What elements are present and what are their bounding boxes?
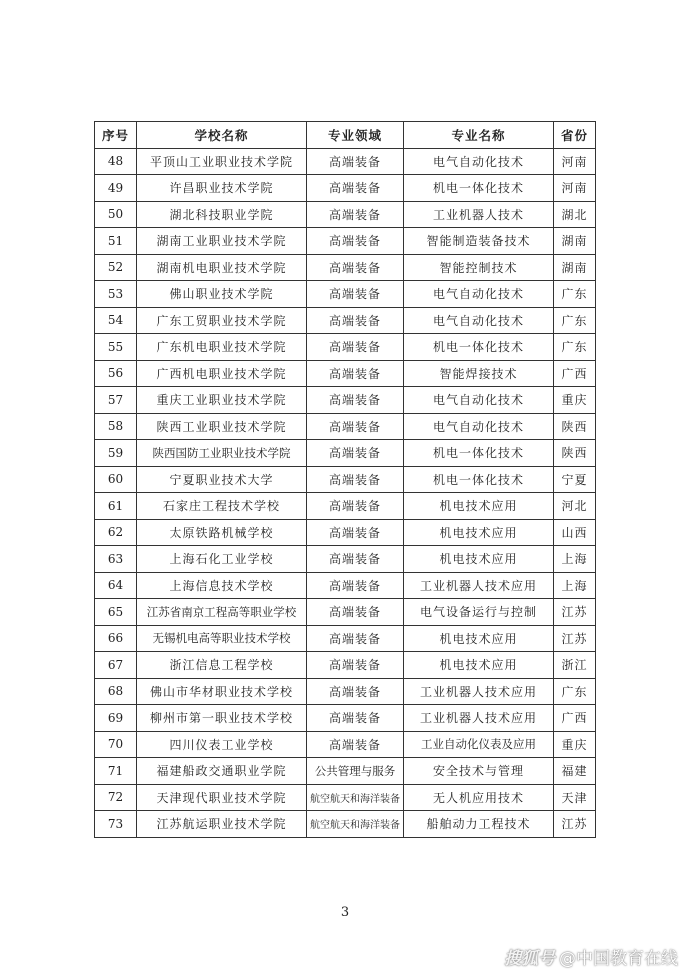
cell-index: 62	[95, 519, 137, 546]
table-row	[95, 652, 596, 679]
cell-school: 湖北科技职业学院	[137, 201, 307, 228]
cell-school: 广东机电职业技术学院	[137, 334, 307, 361]
school-major-table	[94, 121, 596, 838]
cell-school: 柳州市第一职业技术学校	[137, 705, 307, 732]
cell-school: 佛山职业技术学院	[137, 281, 307, 308]
cell-field: 高端装备	[307, 493, 404, 520]
table-row	[95, 466, 596, 493]
table-row	[95, 599, 596, 626]
cell-field: 高端装备	[307, 307, 404, 334]
cell-school: 湖南机电职业技术学院	[137, 254, 307, 281]
cell-field: 公共管理与服务	[307, 758, 404, 785]
cell-index: 56	[95, 360, 137, 387]
page-number: 3	[340, 905, 350, 920]
cell-province: 宁夏	[554, 466, 596, 493]
cell-major: 机电技术应用	[404, 625, 554, 652]
cell-school: 江苏省南京工程高等职业学校	[137, 599, 307, 626]
cell-index: 53	[95, 281, 137, 308]
cell-major: 机电一体化技术	[404, 466, 554, 493]
cell-major: 电气自动化技术	[404, 281, 554, 308]
table-header-row	[95, 122, 596, 149]
cell-field: 高端装备	[307, 175, 404, 202]
cell-index: 68	[95, 678, 137, 705]
cell-province: 湖南	[554, 228, 596, 255]
cell-province: 重庆	[554, 731, 596, 758]
table-row	[95, 811, 596, 838]
cell-school: 天津现代职业技术学院	[137, 784, 307, 811]
table-row	[95, 334, 596, 361]
cell-index: 59	[95, 440, 137, 467]
cell-major: 电气自动化技术	[404, 148, 554, 175]
header-index: 序号	[95, 122, 137, 149]
cell-index: 63	[95, 546, 137, 573]
cell-school: 广东工贸职业技术学院	[137, 307, 307, 334]
cell-index: 73	[95, 811, 137, 838]
cell-field: 高端装备	[307, 678, 404, 705]
header-major: 专业名称	[404, 122, 554, 149]
cell-province: 广西	[554, 360, 596, 387]
cell-field: 高端装备	[307, 572, 404, 599]
cell-school: 四川仪表工业学校	[137, 731, 307, 758]
cell-school: 许昌职业技术学院	[137, 175, 307, 202]
table-row	[95, 705, 596, 732]
cell-field: 高端装备	[307, 334, 404, 361]
cell-major: 工业机器人技术应用	[404, 572, 554, 599]
table-row	[95, 387, 596, 414]
cell-province: 浙江	[554, 652, 596, 679]
cell-major: 电气设备运行与控制	[404, 599, 554, 626]
cell-major: 船舶动力工程技术	[404, 811, 554, 838]
cell-field: 航空航天和海洋装备	[307, 811, 404, 838]
cell-major: 工业自动化仪表及应用	[404, 731, 554, 758]
cell-major: 电气自动化技术	[404, 413, 554, 440]
watermark-text: @中国教育在线	[559, 949, 678, 969]
cell-province: 河北	[554, 493, 596, 520]
cell-index: 55	[95, 334, 137, 361]
cell-index: 69	[95, 705, 137, 732]
cell-province: 河南	[554, 175, 596, 202]
header-province: 省份	[554, 122, 596, 149]
cell-field: 高端装备	[307, 413, 404, 440]
cell-school: 陕西国防工业职业技术学院	[137, 440, 307, 467]
cell-field: 高端装备	[307, 254, 404, 281]
cell-major: 机电技术应用	[404, 546, 554, 573]
cell-index: 50	[95, 201, 137, 228]
cell-major: 机电技术应用	[404, 519, 554, 546]
cell-field: 高端装备	[307, 440, 404, 467]
cell-field: 高端装备	[307, 731, 404, 758]
table-row	[95, 307, 596, 334]
table-row	[95, 758, 596, 785]
table-row	[95, 228, 596, 255]
cell-province: 湖北	[554, 201, 596, 228]
cell-field: 高端装备	[307, 201, 404, 228]
cell-major: 工业机器人技术应用	[404, 705, 554, 732]
cell-province: 陕西	[554, 440, 596, 467]
cell-field: 高端装备	[307, 625, 404, 652]
cell-school: 无锡机电高等职业技术学校	[137, 625, 307, 652]
cell-school: 佛山市华材职业技术学校	[137, 678, 307, 705]
table-row	[95, 519, 596, 546]
table-row	[95, 175, 596, 202]
cell-index: 67	[95, 652, 137, 679]
cell-major: 工业机器人技术	[404, 201, 554, 228]
cell-school: 上海信息技术学校	[137, 572, 307, 599]
cell-field: 高端装备	[307, 705, 404, 732]
cell-field: 高端装备	[307, 652, 404, 679]
cell-major: 智能制造装备技术	[404, 228, 554, 255]
cell-school: 上海石化工业学校	[137, 546, 307, 573]
cell-province: 广东	[554, 281, 596, 308]
cell-school: 宁夏职业技术大学	[137, 466, 307, 493]
cell-province: 福建	[554, 758, 596, 785]
cell-school: 太原铁路机械学校	[137, 519, 307, 546]
table-row	[95, 360, 596, 387]
cell-index: 57	[95, 387, 137, 414]
header-field: 专业领域	[307, 122, 404, 149]
table-row	[95, 440, 596, 467]
cell-major: 无人机应用技术	[404, 784, 554, 811]
cell-field: 高端装备	[307, 546, 404, 573]
cell-school: 江苏航运职业技术学院	[137, 811, 307, 838]
cell-school: 湖南工业职业技术学院	[137, 228, 307, 255]
cell-province: 江苏	[554, 599, 596, 626]
cell-field: 高端装备	[307, 148, 404, 175]
cell-field: 高端装备	[307, 387, 404, 414]
cell-province: 上海	[554, 546, 596, 573]
cell-index: 48	[95, 148, 137, 175]
cell-major: 机电技术应用	[404, 493, 554, 520]
table-row	[95, 784, 596, 811]
cell-province: 广东	[554, 678, 596, 705]
cell-province: 广东	[554, 307, 596, 334]
table-body	[95, 148, 596, 837]
cell-province: 陕西	[554, 413, 596, 440]
cell-province: 上海	[554, 572, 596, 599]
cell-major: 智能控制技术	[404, 254, 554, 281]
cell-field: 高端装备	[307, 519, 404, 546]
cell-field: 高端装备	[307, 228, 404, 255]
cell-major: 机电一体化技术	[404, 334, 554, 361]
table-row	[95, 281, 596, 308]
sohu-logo: 搜狐号	[504, 949, 555, 969]
table-row	[95, 546, 596, 573]
cell-index: 71	[95, 758, 137, 785]
cell-school: 平顶山工业职业技术学院	[137, 148, 307, 175]
table-row	[95, 678, 596, 705]
cell-province: 重庆	[554, 387, 596, 414]
cell-school: 福建船政交通职业学院	[137, 758, 307, 785]
cell-school: 石家庄工程技术学校	[137, 493, 307, 520]
table-row	[95, 201, 596, 228]
cell-major: 安全技术与管理	[404, 758, 554, 785]
cell-index: 49	[95, 175, 137, 202]
cell-school: 重庆工业职业技术学院	[137, 387, 307, 414]
cell-field: 高端装备	[307, 360, 404, 387]
cell-index: 64	[95, 572, 137, 599]
table-row	[95, 413, 596, 440]
cell-index: 54	[95, 307, 137, 334]
cell-school: 广西机电职业技术学院	[137, 360, 307, 387]
cell-province: 广东	[554, 334, 596, 361]
cell-index: 52	[95, 254, 137, 281]
cell-field: 高端装备	[307, 599, 404, 626]
table-row	[95, 254, 596, 281]
header-school: 学校名称	[137, 122, 307, 149]
cell-index: 60	[95, 466, 137, 493]
table-row	[95, 625, 596, 652]
cell-field: 高端装备	[307, 466, 404, 493]
watermark	[504, 944, 678, 969]
cell-major: 机电技术应用	[404, 652, 554, 679]
cell-major: 机电一体化技术	[404, 175, 554, 202]
cell-province: 河南	[554, 148, 596, 175]
cell-major: 智能焊接技术	[404, 360, 554, 387]
cell-province: 山西	[554, 519, 596, 546]
table-row	[95, 148, 596, 175]
cell-province: 天津	[554, 784, 596, 811]
cell-index: 70	[95, 731, 137, 758]
cell-index: 51	[95, 228, 137, 255]
cell-index: 58	[95, 413, 137, 440]
cell-index: 66	[95, 625, 137, 652]
cell-province: 江苏	[554, 811, 596, 838]
cell-index: 72	[95, 784, 137, 811]
cell-province: 湖南	[554, 254, 596, 281]
table-row	[95, 493, 596, 520]
cell-province: 广西	[554, 705, 596, 732]
cell-major: 工业机器人技术应用	[404, 678, 554, 705]
cell-major: 机电一体化技术	[404, 440, 554, 467]
table-row	[95, 731, 596, 758]
table-row	[95, 572, 596, 599]
cell-index: 61	[95, 493, 137, 520]
cell-index: 65	[95, 599, 137, 626]
cell-province: 江苏	[554, 625, 596, 652]
cell-school: 浙江信息工程学校	[137, 652, 307, 679]
cell-school: 陕西工业职业技术学院	[137, 413, 307, 440]
cell-major: 电气自动化技术	[404, 307, 554, 334]
cell-field: 航空航天和海洋装备	[307, 784, 404, 811]
cell-field: 高端装备	[307, 281, 404, 308]
cell-major: 电气自动化技术	[404, 387, 554, 414]
